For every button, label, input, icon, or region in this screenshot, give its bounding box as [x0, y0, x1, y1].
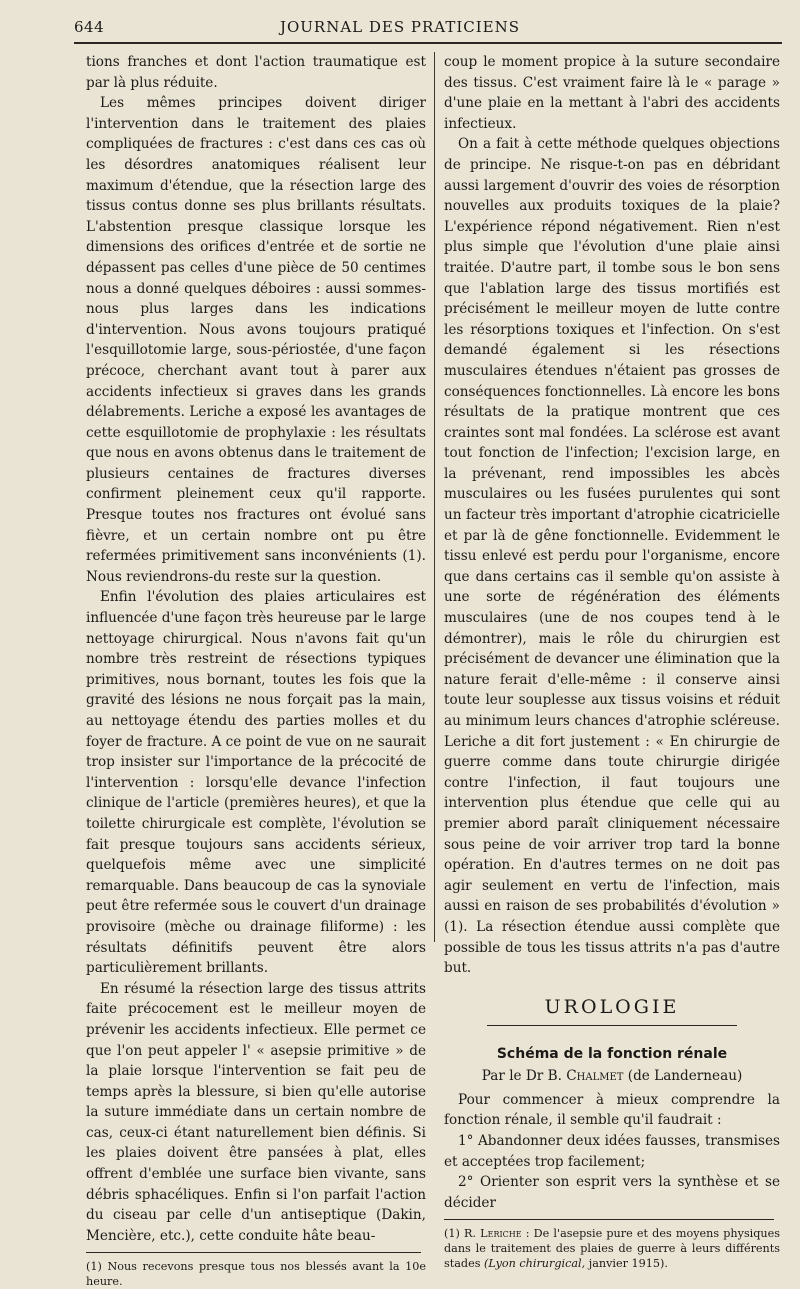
left-paragraph-2: Les mêmes principes doivent diriger l'intervention dans le traitement des plaies compliquées de fractures : c'est dans ces cas où les désordres anatomiques réalisent leur maximum d'étendue, que la résection large des tissus contus donne ses plus brillants résultats. L'abstention presque classique lorsque les dimensions des orifices d'entrée et de sortie ne dépassent pas celles d'une pièce de 50 centimes nous a donné quelques déboires : aussi sommes-nous plus larges dans les indications d'intervention. Nous avons toujours pratiqué l'esquillotomie large, sous-périostée, d'une façon précoce, cherchant avant tout à parer aux accidents infectieux si graves dans les grands délabrements. Leriche a exposé les avantages de cette esquillotomie de prophylaxie : les résultats que nous en avons obtenus dans le traitement de plusieurs centaines de fractures diverses confirment pleinement ceux qu'il rapporte. Presque toutes nos fractures ont évolué sans fièvre, et un certain nombre ont pu être refermées primitivement sans inconvénients (1). Nous reviendrons-du reste sur la question. — [86, 95, 426, 585]
article-byline — [444, 1066, 780, 1086]
byline-suffix: (de Landerneau) — [627, 1067, 743, 1084]
left-paragraph-4: En résumé la résection large des tissus attrits faite précocement est le meilleur moyen de prévenir les accidents infectieux. Elle permet ce que l'on peut appeler l' « asepsie primitive » de la plaie lorsque l'intervention se fait peu de temps après la blessure, si bien qu'elle autorise la suture immédiate dans un certain nombre de cas, ceux-ci étant naturellement bien définis. Si les plaies doivent être pansées à plat, elles offrent d'emblée une surface bien vivante, sans débris sphacéliques. Enfin si l'on parfait l'action du ciseau par celle d'un antiseptique (Dakin, Mencière, etc.), cette conduite hâte beau- — [86, 980, 426, 1244]
column-divider — [434, 52, 435, 942]
right-footnote-rule — [444, 1219, 774, 1220]
article-title: Schéma de la fonction rénale — [496, 1045, 728, 1062]
right-footnote — [444, 1226, 780, 1271]
article-paragraph-2: 1° Abandonner deux idées fausses, transmises et acceptées trop facilement; — [444, 1132, 780, 1170]
byline-prefix: Par le Dr B. — [481, 1067, 562, 1084]
header-rule — [74, 42, 782, 44]
byline-author: Chalmet — [566, 1067, 624, 1084]
article-paragraph-3: 2° Orienter son esprit vers la synthèse et se décider — [444, 1174, 780, 1211]
right-paragraph-2: On a fait à cette méthode quelques objections de principe. Ne risque-t-on pas en débridant aussi largement d'ouvrir des voies de résorption nouvelles aux produits toxiques de la plaie? L'expérience répond négativement. Rien n'est plus simple que l'évolution d'une plaie ainsi traitée. D'autre part, il tombe sous le bon sens que l'ablation large des tissus mortifiés est précisément le meilleur moyen de lutte contre les résorptions toxiques et l'infection. On s'est demandé également si les résections musculaires étendues n'étaient pas grosses de conséquences fonctionnelles. Là encore les bons résultats de la pratique montrent que ces craintes sont mal fondées. La sclérose est avant tout fonction de l'infection; l'excision large, en la prévenant, rend impossibles les abcès musculaires ou les fusées purulentes qui sont un facteur très important d'atrophie cicatricielle et par là de gêne fonctionnelle. Evidemment le tissu enlevé est perdu pour l'organisme, encore que dans certains cas il semble qu'on assiste à une sorte de régénération des éléments musculaires (une de nos coupes tend à le démontrer), mais le rôle du chirurgien est précisément de devancer une élimination que la nature ferait d'elle-même : il conserve ainsi toute leur souplesse aux tissus voisins et réduit au minimum leurs chances d'atrophie scléreuse. Leriche a dit fort justement : « En chirurgie de guerre comme dans toute chirurgie dirigée contre l'infection, il faut toujours une intervention plus étendue que celle qui au premier abord paraît cliniquement nécessaire sous peine de voir arriver trop tard la bonne opération. En d'autres termes on ne doit pas agir seulement en vertu de l'infection, mais aussi en raison de ses probabilités d'évolution » (1). La résection étendue aussi complète que possible de tous les tissus attrits n'a pas d'autre but. — [444, 136, 780, 977]
article-paragraph-1: Pour commencer à mieux comprendre la fonction rénale, il semble qu'il faudrait : — [444, 1091, 780, 1129]
footnote-date: janvier 1915). — [588, 1257, 668, 1271]
left-paragraph-1: tions franches et dont l'action traumatique est par là plus réduite. — [86, 54, 426, 91]
footnote-journal: (Lyon chirurgical, — [484, 1257, 586, 1271]
footnote-prefix: (1) R. — [444, 1227, 476, 1241]
left-footnote-rule — [86, 1252, 421, 1253]
footnote-author: Leriche — [480, 1227, 522, 1241]
footnote-text: : De l'asepsie pure et des moyens physiques dans le traitement des plaies de guerre à leurs différents stades — [444, 1227, 780, 1271]
right-column — [444, 52, 780, 1271]
left-column — [86, 52, 426, 1289]
left-footnote: (1) Nous recevons presque tous nos blessés avant la 10e heure. — [86, 1260, 426, 1289]
left-paragraph-3: Enfin l'évolution des plaies articulaires est influencée d'une façon très heureuse par le large nettoyage chirurgical. Nous n'avons fait qu'un nombre très restreint de résections typiques primitives, nous bornant, toutes les fois que la gravité des lésions ne nous forçait pas la main, au nettoyage étendu des parties molles et du foyer de fracture. A ce point de vue on ne saurait trop insister sur l'importance de la précocité de l'intervention : lorsqu'elle devance l'infection clinique de l'article (premières heures), et que la toilette chirurgicale est complète, l'évolution se fait presque toujours sans accidents sérieux, quelquefois même avec une simplicité remarquable. Dans beaucoup de cas la synoviale peut être refermée sous le couvert d'un drainage provisoire (mèche ou drainage filiforme) : les résultats définitifs peuvent être alors particulièrement brillants. — [86, 589, 426, 977]
page-number: 644 — [74, 18, 105, 36]
section-title: UROLOGIE — [544, 995, 680, 1018]
right-paragraph-1: coup le moment propice à la suture secondaire des tissus. C'est vraiment faire là le « parage » d'une plaie en la mettant à l'abri des accidents infectieux. — [444, 54, 780, 132]
running-title: JOURNAL DES PRATICIENS — [279, 18, 521, 36]
